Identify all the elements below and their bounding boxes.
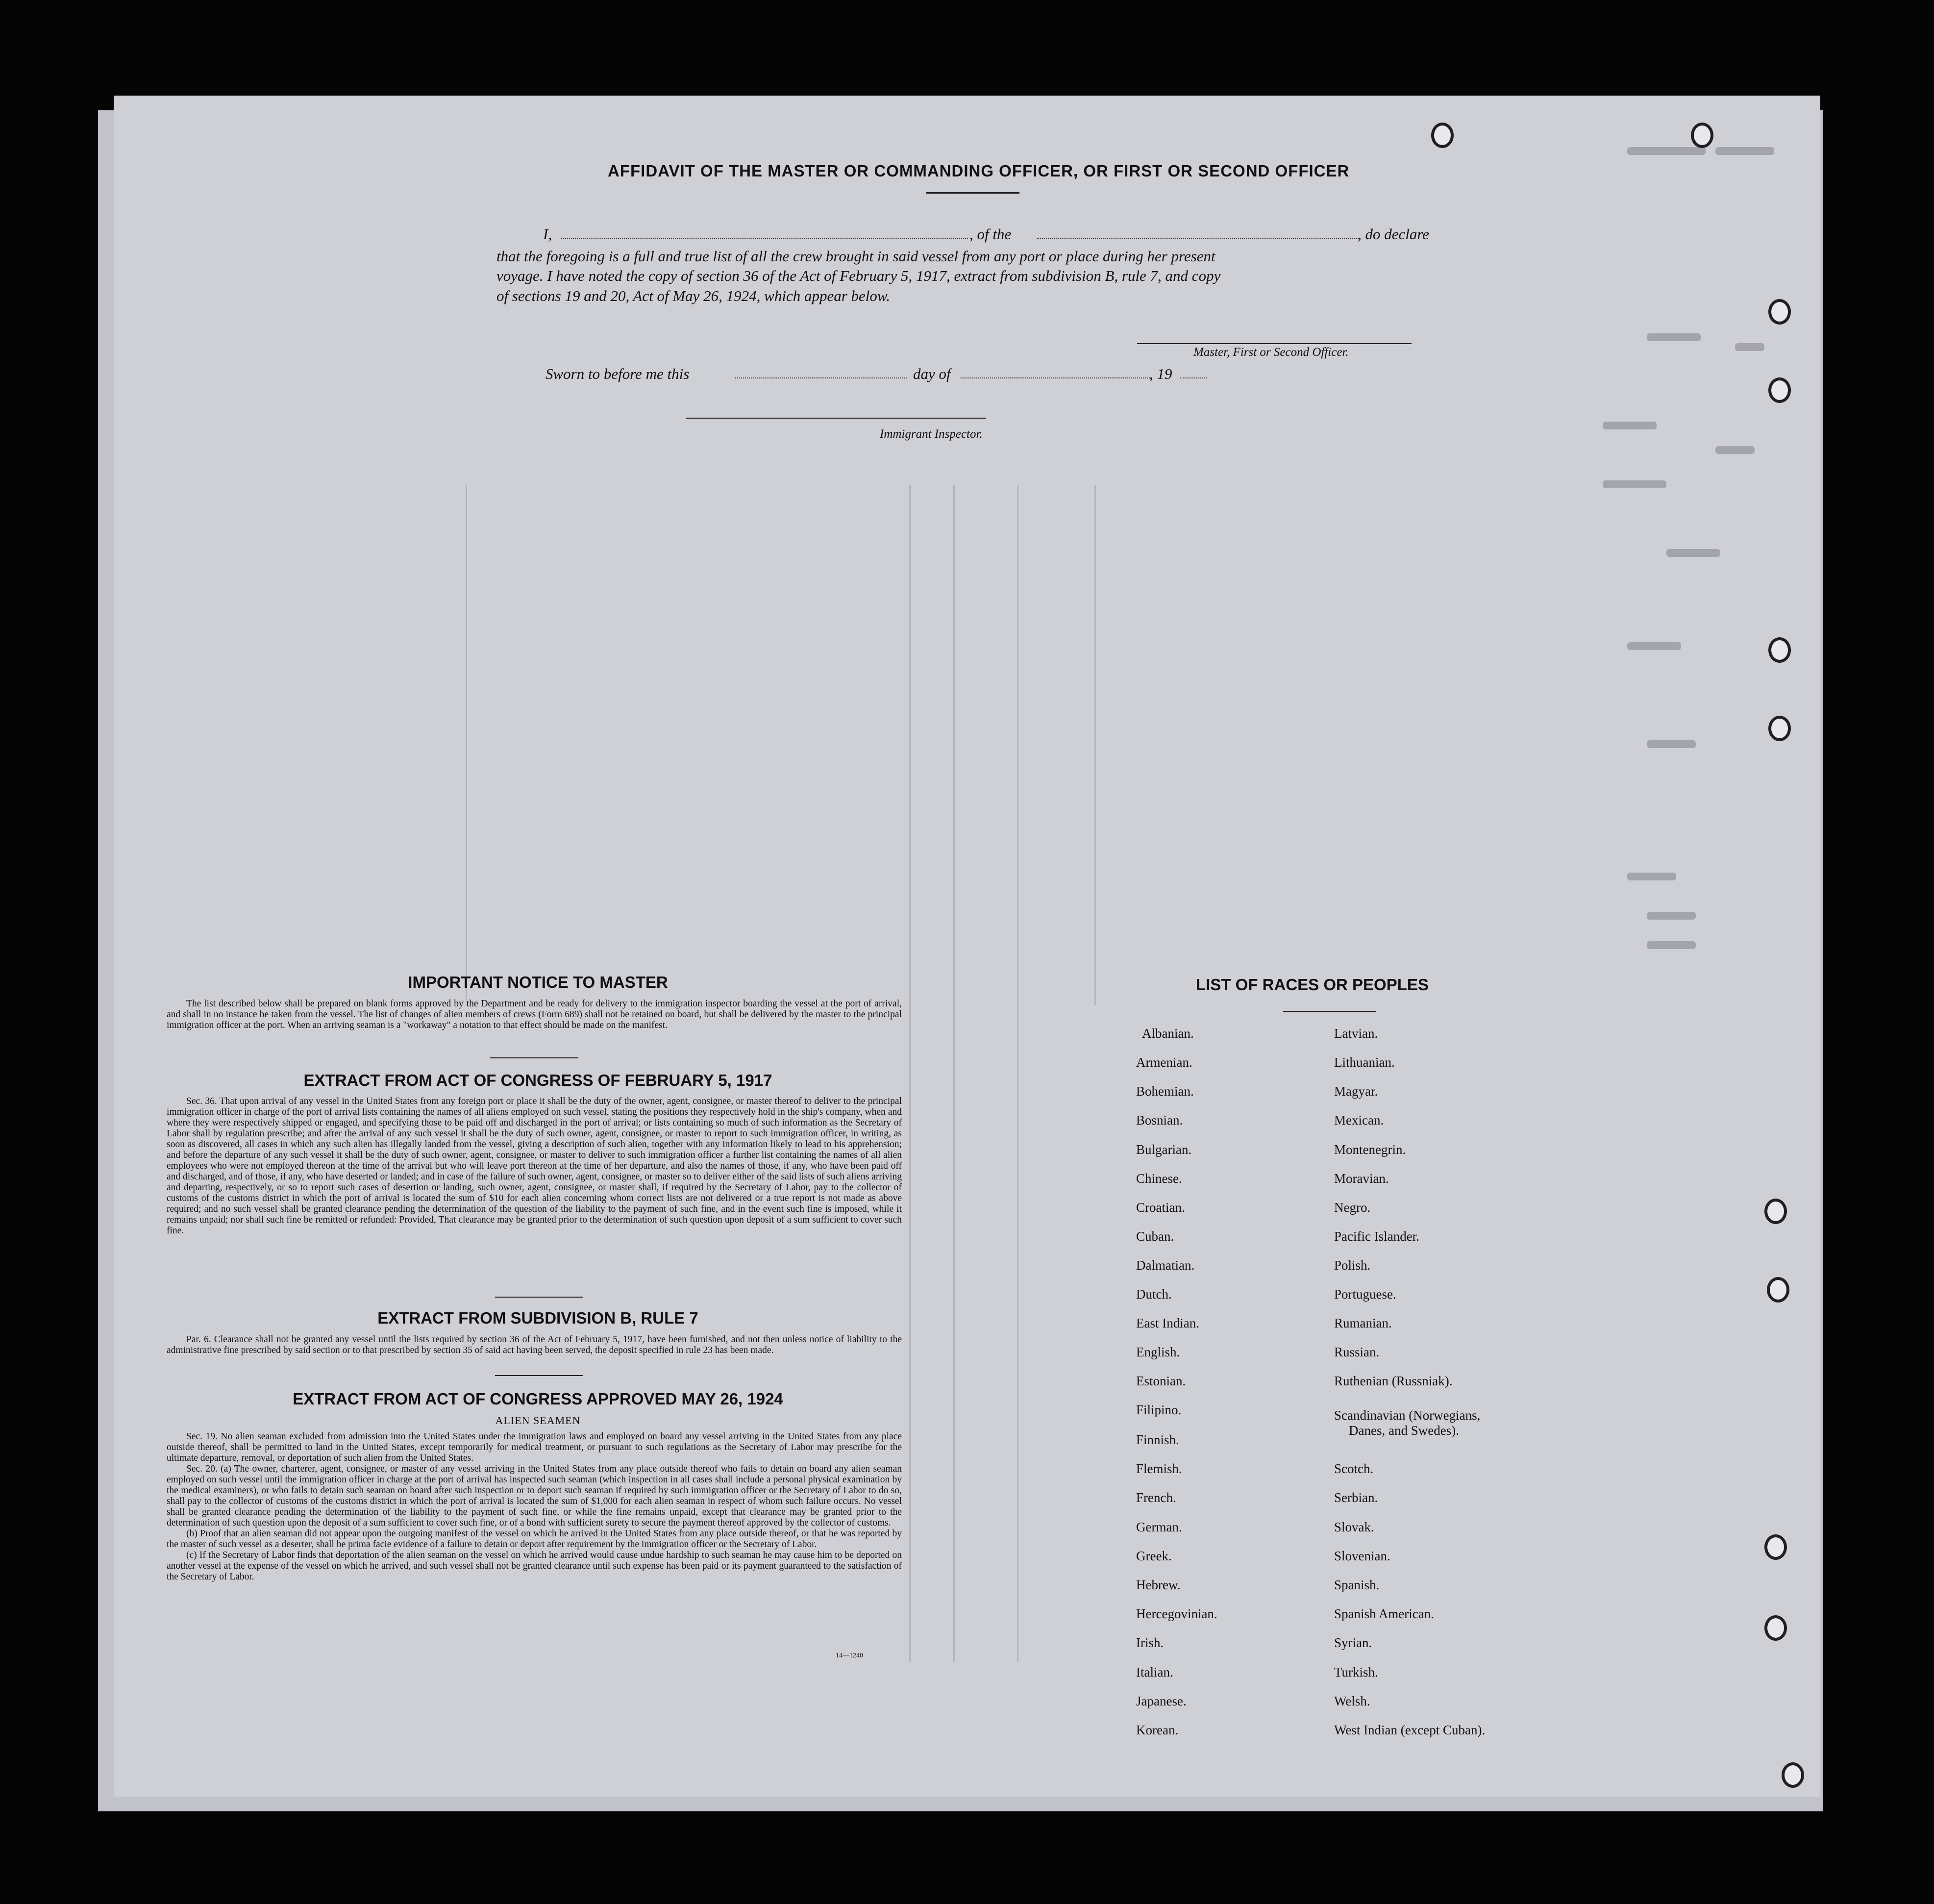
race-item: Korean. <box>1136 1723 1179 1737</box>
race-item: Irish. <box>1136 1635 1164 1650</box>
sec20c-text: (c) If the Secretary of Labor finds that deportation of the alien seaman on the vessel on which he arrived would cause undue hardship to such seaman he may cause him to be deported on another vessel at the expense of the vessel on which he arrived, and such vessel shall not be granted clearance until such expense has been paid or its payment guaranteed to the satisfaction of the Secretary of Labor. <box>167 1550 902 1582</box>
binder-hole-icon <box>1768 299 1791 325</box>
race-item: Magyar. <box>1334 1084 1378 1099</box>
master-signature-line[interactable] <box>1137 343 1412 344</box>
race-item: English. <box>1136 1345 1180 1359</box>
inspector-label: Immigrant Inspector. <box>880 427 983 441</box>
races-title: LIST OF RACES OR PEOPLES <box>1196 976 1429 994</box>
ghost-column-line <box>1017 485 1018 1662</box>
race-item: Hercegovinian. <box>1136 1606 1217 1621</box>
extract-1917-title: EXTRACT FROM ACT OF CONGRESS OF FEBRUARY 5, 1917 <box>303 1071 772 1089</box>
race-item: Hebrew. <box>1136 1578 1181 1592</box>
race-item: East Indian. <box>1136 1316 1199 1330</box>
race-item: Portuguese. <box>1334 1287 1396 1302</box>
race-item: Negro. <box>1334 1200 1371 1215</box>
race-item: Slovenian. <box>1334 1549 1390 1563</box>
race-item: Estonian. <box>1136 1374 1186 1388</box>
binder-hole-icon <box>1431 123 1454 148</box>
extract-1917-body: Sec. 36. That upon arrival of any vessel in the United States from any foreign port or place it shall be the duty of the owner, agent, consignee, or master thereof to deliver to the principal immigration officer in charge of the port of arrival lists containing the names of all aliens employed on such vessel, stating the positions they respectively hold in the ship's company, when and where they were respectively shipped or engaged, and specifying those to be paid off and discharged in the port of arrival; or lists containing so much of such information as the Secretary of Labor shall by regulation prescribe; and after the arrival of any such vessel it shall be the duty of such owner, agent, consignee, or master to report to such immigration officer, in writing, as soon as discovered, all cases in which any such alien has illegally landed from the vessel, giving a description of such alien, together with any information likely to lead to his apprehension; and before the departure of any such vessel it shall be the duty of such owner, agent, consignee, or master to deliver to such immigration officer a further list containing the names of all alien employees who were not employed thereon at the time of the arrival but who will leave port thereon at the time of her departure, and also the names of those, if any, who have been paid off and discharged, and of those, if any, who have deserted or landed; and in case of the failure of such owner, agent, consignee, or master so to deliver either of the said lists of such aliens arriving and departing, respectively, or so to report such cases of desertion or landing, such owner, agent, consignee, or master shall, if required by the Secretary of Labor, pay to the collector of customs of the customs district in which the port of arrival is located the sum of $10 for each alien concerning whom correct lists are not delivered or a true report is not made as above required; and no such vessel shall be granted clearance pending the determination of the question of the liability to the payment of such fine, and in the event such fine is imposed, while it remains unpaid; nor shall such fine be remitted or refunded: Provided, That clearance may be granted prior to the determination of such question upon deposit of a sum sufficient to cover such fine. <box>167 1096 902 1236</box>
race-item: Ruthenian (Russniak). <box>1334 1374 1453 1388</box>
race-item: Italian. <box>1136 1665 1173 1679</box>
divider <box>495 1297 583 1298</box>
race-item: Bohemian. <box>1136 1084 1194 1099</box>
race-item: Russian. <box>1334 1345 1380 1359</box>
sec20b-text: (b) Proof that an alien seaman did not appear upon the outgoing manifest of the vessel on which he arrived in the United States from any place outside thereof, or that he was reported by the master of such vessel as a deserter, shall be prima facie evidence of a failure to detain or deport after requirement by the immigration officer or the Secretary of Labor. <box>167 1528 902 1550</box>
vessel-name-field[interactable] <box>1037 238 1360 239</box>
notice-body: The list described below shall be prepared on blank forms approved by the Department and be ready for delivery to the immigration inspector boarding the vessel at the port of arrival, and shall in no instance be taken from the vessel. The list of changes of alien members of crews (Form 689) shall not be retained on board, but shall be delivered by the master to the principal immigration officer at the port. When an arriving seaman is a "workaway" a notation to that effect should be made on the manifest. <box>167 999 902 1030</box>
race-item: Pacific Islander. <box>1334 1229 1419 1244</box>
race-item: Croatian. <box>1136 1200 1185 1215</box>
binder-hole-icon <box>1767 1277 1789 1303</box>
race-item: Scotch. <box>1334 1461 1374 1476</box>
race-item: Bosnian. <box>1136 1113 1183 1127</box>
race-item: Moravian. <box>1334 1171 1389 1186</box>
race-item: Cuban. <box>1136 1229 1174 1244</box>
sec20a-text: Sec. 20. (a) The owner, charterer, agent, consignee, or master of any vessel arriving in the United States from any place outside thereof who fails to detain on board any alien seaman employed on such vessel until the immigration officer in charge at the port of arrival has inspected such seaman (which inspection in all cases shall include a personal physical examination by the medical examiners), or who fails to detain such seaman on board after such inspection or to deport such seaman if required by such immigration officer or the Secretary of Labor to do so, shall pay to the collector of customs of the customs district in which the port of arrival is located the sum of $1,000 for each alien seaman in respect of whom such failure occurs. No vessel shall be granted clearance pending the determination of the liability to the payment of such fine, or while the fine remains unpaid, except that clearance may be granted prior to the determination of such question upon the deposit of a sum sufficient to cover such fine, or of a bond with sufficient surety to secure the payment thereof approved by the collector of customs. <box>167 1464 902 1528</box>
ghost-column-line <box>1094 485 1096 1005</box>
binder-hole-icon <box>1782 1762 1804 1788</box>
race-item: Filipino. <box>1136 1403 1182 1417</box>
affidavit-line1-i: I, <box>543 225 552 243</box>
race-item: German. <box>1136 1520 1182 1534</box>
race-item: Rumanian. <box>1334 1316 1392 1330</box>
race-item: Bulgarian. <box>1136 1142 1192 1157</box>
binder-hole-icon <box>1764 1199 1787 1224</box>
race-item: Lithuanian. <box>1334 1055 1395 1070</box>
race-item: West Indian (except Cuban). <box>1334 1723 1486 1737</box>
extract-1924-title: EXTRACT FROM ACT OF CONGRESS APPROVED MAY 26, 1924 <box>293 1390 783 1408</box>
sworn-day-field[interactable] <box>735 377 907 378</box>
binder-hole-icon <box>1764 1615 1787 1641</box>
affidavit-line1-of-the: , of the <box>969 225 1012 243</box>
extract-1924-body <box>167 1431 902 1582</box>
race-item: Flemish. <box>1136 1461 1182 1476</box>
race-item: Greek. <box>1136 1549 1172 1563</box>
divider <box>1283 1011 1376 1012</box>
race-item: Danes, and Swedes). <box>1349 1423 1459 1438</box>
ghost-column-line <box>466 485 467 1000</box>
binder-hole-icon <box>1768 716 1791 741</box>
affidavit-title: AFFIDAVIT OF THE MASTER OR COMMANDING OFFICER, OR FIRST OR SECOND OFFICER <box>608 162 1350 180</box>
race-item: Spanish American. <box>1334 1606 1434 1621</box>
race-item: Polish. <box>1334 1258 1371 1273</box>
race-item: Latvian. <box>1334 1026 1378 1041</box>
sworn-month-field[interactable] <box>961 377 1152 378</box>
race-item: Finnish. <box>1136 1432 1179 1447</box>
affidavit-line1-declare: , do declare <box>1358 225 1430 243</box>
binder-hole-icon <box>1768 637 1791 663</box>
inspector-signature-line[interactable] <box>686 418 986 419</box>
ghost-column-line <box>909 485 911 1662</box>
binder-hole-icon <box>1768 377 1791 403</box>
bleed-through-marks <box>1588 127 1799 1745</box>
ghost-column-line <box>953 485 955 1662</box>
binder-hole-icon <box>1764 1534 1787 1560</box>
master-signature-label: Master, First or Second Officer. <box>1193 346 1349 359</box>
race-item: Mexican. <box>1334 1113 1384 1127</box>
race-item: French. <box>1136 1490 1176 1505</box>
extract-rule7-body: Par. 6. Clearance shall not be granted any vessel until the lists required by section 36 of the Act of February 5, 1917, have been furnished, and not then unless notice of liability to the administrative fine prescribed by said section or to that prescribed by section 35 of said act having been served, the deposit specified in rule 23 has been made. <box>167 1334 902 1355</box>
affidavit-line2: that the foregoing is a full and true list of all the crew brought in said vessel from any port or place during her present <box>496 248 1215 265</box>
race-item: Syrian. <box>1334 1635 1372 1650</box>
divider <box>926 192 1019 194</box>
day-of-label: day of <box>913 365 951 382</box>
sec19-text: Sec. 19. No alien seaman excluded from admission into the United States under the immigration laws and employed on board any vessel arriving in the United States from any place outside thereof, shall be permitted to land in the United States, except temporarily for medical treatment, or pursuant to such regulations as the Secretary of Labor may prescribe for the ultimate departure, removal, or deportation of such alien from the United States. <box>167 1431 902 1463</box>
race-item: Slovak. <box>1334 1520 1374 1534</box>
affidavit-line3: voyage. I have noted the copy of section 36 of the Act of February 5, 1917, extract from subdivision B, rule 7, and copy <box>496 267 1221 284</box>
master-name-field[interactable] <box>561 238 968 239</box>
race-item: Serbian. <box>1334 1490 1378 1505</box>
race-item: Spanish. <box>1334 1578 1380 1592</box>
divider <box>495 1375 583 1376</box>
race-item: Armenian. <box>1136 1055 1192 1070</box>
notice-title: IMPORTANT NOTICE TO MASTER <box>408 973 668 991</box>
binder-hole-icon <box>1691 123 1713 148</box>
affidavit-line4: of sections 19 and 20, Act of May 26, 1924, which appear below. <box>496 287 891 304</box>
sworn-label: Sworn to before me this <box>545 365 690 382</box>
race-item: Dalmatian. <box>1136 1258 1195 1273</box>
race-item: Welsh. <box>1334 1694 1370 1708</box>
form-number: 14—1240 <box>836 1652 863 1659</box>
race-item: Scandinavian (Norwegians, <box>1334 1408 1481 1423</box>
extract-1924-subtitle: ALIEN SEAMEN <box>495 1414 581 1427</box>
sworn-year-field[interactable] <box>1180 377 1207 378</box>
year-prefix-label: , 19 <box>1149 365 1172 382</box>
divider <box>490 1057 578 1058</box>
race-item: Albanian. <box>1142 1026 1194 1041</box>
race-item: Turkish. <box>1334 1665 1378 1679</box>
extract-rule7-title: EXTRACT FROM SUBDIVISION B, RULE 7 <box>377 1309 698 1327</box>
race-item: Chinese. <box>1136 1171 1182 1186</box>
race-item: Montenegrin. <box>1334 1142 1406 1157</box>
race-item: Japanese. <box>1136 1694 1187 1708</box>
race-item: Dutch. <box>1136 1287 1172 1302</box>
